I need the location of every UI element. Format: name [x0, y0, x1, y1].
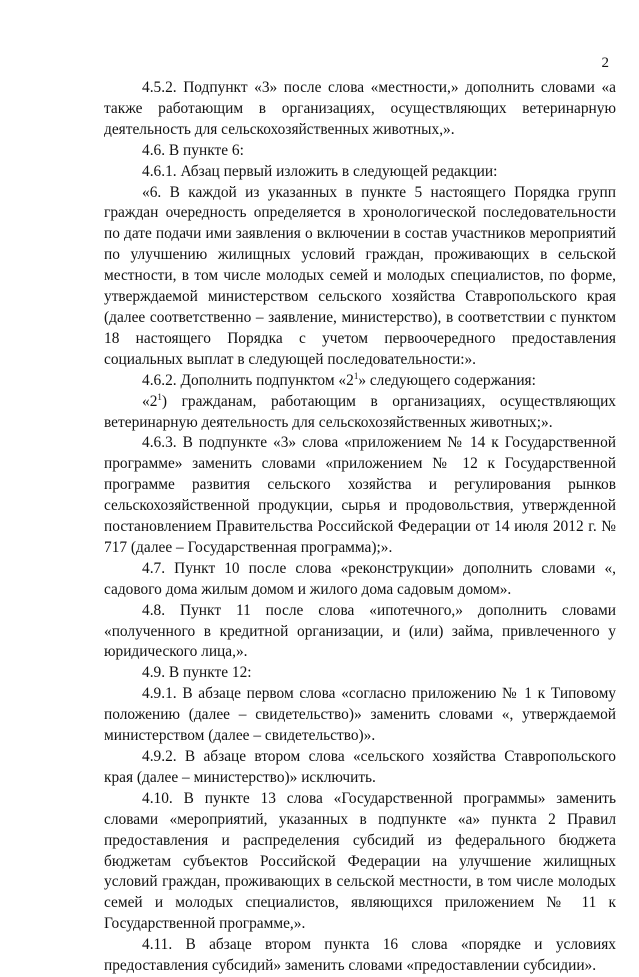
paragraph-4-6-1: 4.6.1. Абзац первый изложить в следующей редакции: — [142, 162, 498, 180]
page-number: 2 — [601, 55, 609, 71]
paragraph-4-8: 4.8. Пункт 11 после слова «ипотечного,» дополнить словами «полученного в кредитной организации, и (или) займа, привлеченного у юридического лица,». — [104, 601, 616, 661]
paragraph-4-9-1: 4.9.1. В абзаце первом слова «согласно приложению № 1 к Типовому положению (далее – свидетельство)» заменить словами «, утверждаемой министерством (далее – свидетельство)». — [104, 685, 616, 745]
paragraph-quote-2-1 — [104, 392, 616, 434]
superscript: 1 — [157, 391, 162, 402]
text-segment: 4.6.2. Дополнить подпунктом «2 — [142, 371, 354, 389]
superscript: 1 — [353, 370, 359, 381]
paragraph-4-6: 4.6. В пункте 6: — [142, 141, 244, 159]
paragraph-4-9: 4.9. В пункте 12: — [142, 664, 252, 682]
paragraph-4-6-2 — [104, 371, 616, 392]
paragraph-quote-6: «6. В каждой из указанных в пункте 5 настоящего Порядка групп граждан очередность определяется в хронологической последовательности по дате подачи ими заявления о включении в состав участников мероприятий по улучшению жилищных условий граждан, проживающих в сельской местности, в том числе молодых семей и молодых специалистов, по форме, утверждаемой министерством сельского хозяйства Ставропольского края (далее соответственно – заявление, министерство), в соответствии с пунктом 18 настоящего Порядка с учетом первоочередного предоставления социальных выплат в следующей последовательности:». — [104, 183, 616, 368]
text-segment: ) гражданам, работающим в организациях, осуществляющих ветеринарную деятельность для сельскохозяйственных животных;». — [104, 392, 616, 431]
paragraph-4-10: 4.10. В пункте 13 слова «Государственной программы» заменить словами «мероприятий, указанных в подпункте «а» пункта 2 Правил предоставления и распределения субсидий из федерального бюджета бюджетам субъектов Российской Федерации на улучшение жилищных условий граждан, проживающих в сельской местности, в том числе молодых семей и молодых специалистов, являющихся приложением № 11 к Государственной программе,». — [104, 789, 616, 933]
paragraph-4-5-2: 4.5.2. Подпункт «3» после слова «местности,» дополнить словами «а также работающим в организациях, осуществляющих ветеринарную деятельность для сельскохозяйственных животных,». — [104, 79, 616, 138]
paragraph-4-11: 4.11. В абзаце втором пункта 16 слова «порядке и условиях предоставления субсидий» заменить словами «предоставлении субсидии». — [104, 936, 616, 975]
document-body — [104, 78, 616, 977]
text-segment: » следующего содержания: — [358, 371, 536, 389]
text-segment: «2 — [142, 392, 158, 410]
paragraph-4-7: 4.7. Пункт 10 после слова «реконструкции» дополнить словами «, садового дома жилым домом и жилого дома садовым домом». — [104, 559, 616, 598]
paragraph-4-9-2: 4.9.2. В абзаце втором слова «сельского хозяйства Ставропольского края (далее – министерство)» исключить. — [104, 748, 616, 786]
paragraph-4-6-3: 4.6.3. В подпункте «3» слова «приложением № 14 к Государственной программе» заменить словами «приложением № 12 к Государственной программе развития сельского хозяйства и регулирования рынков сельскохозяйственной продукции, сырья и продовольствия, утвержденной постановлением Правительства Российской Федерации от 14 июля 2012 г. № 717 (далее – Государственная программа);». — [104, 434, 616, 556]
